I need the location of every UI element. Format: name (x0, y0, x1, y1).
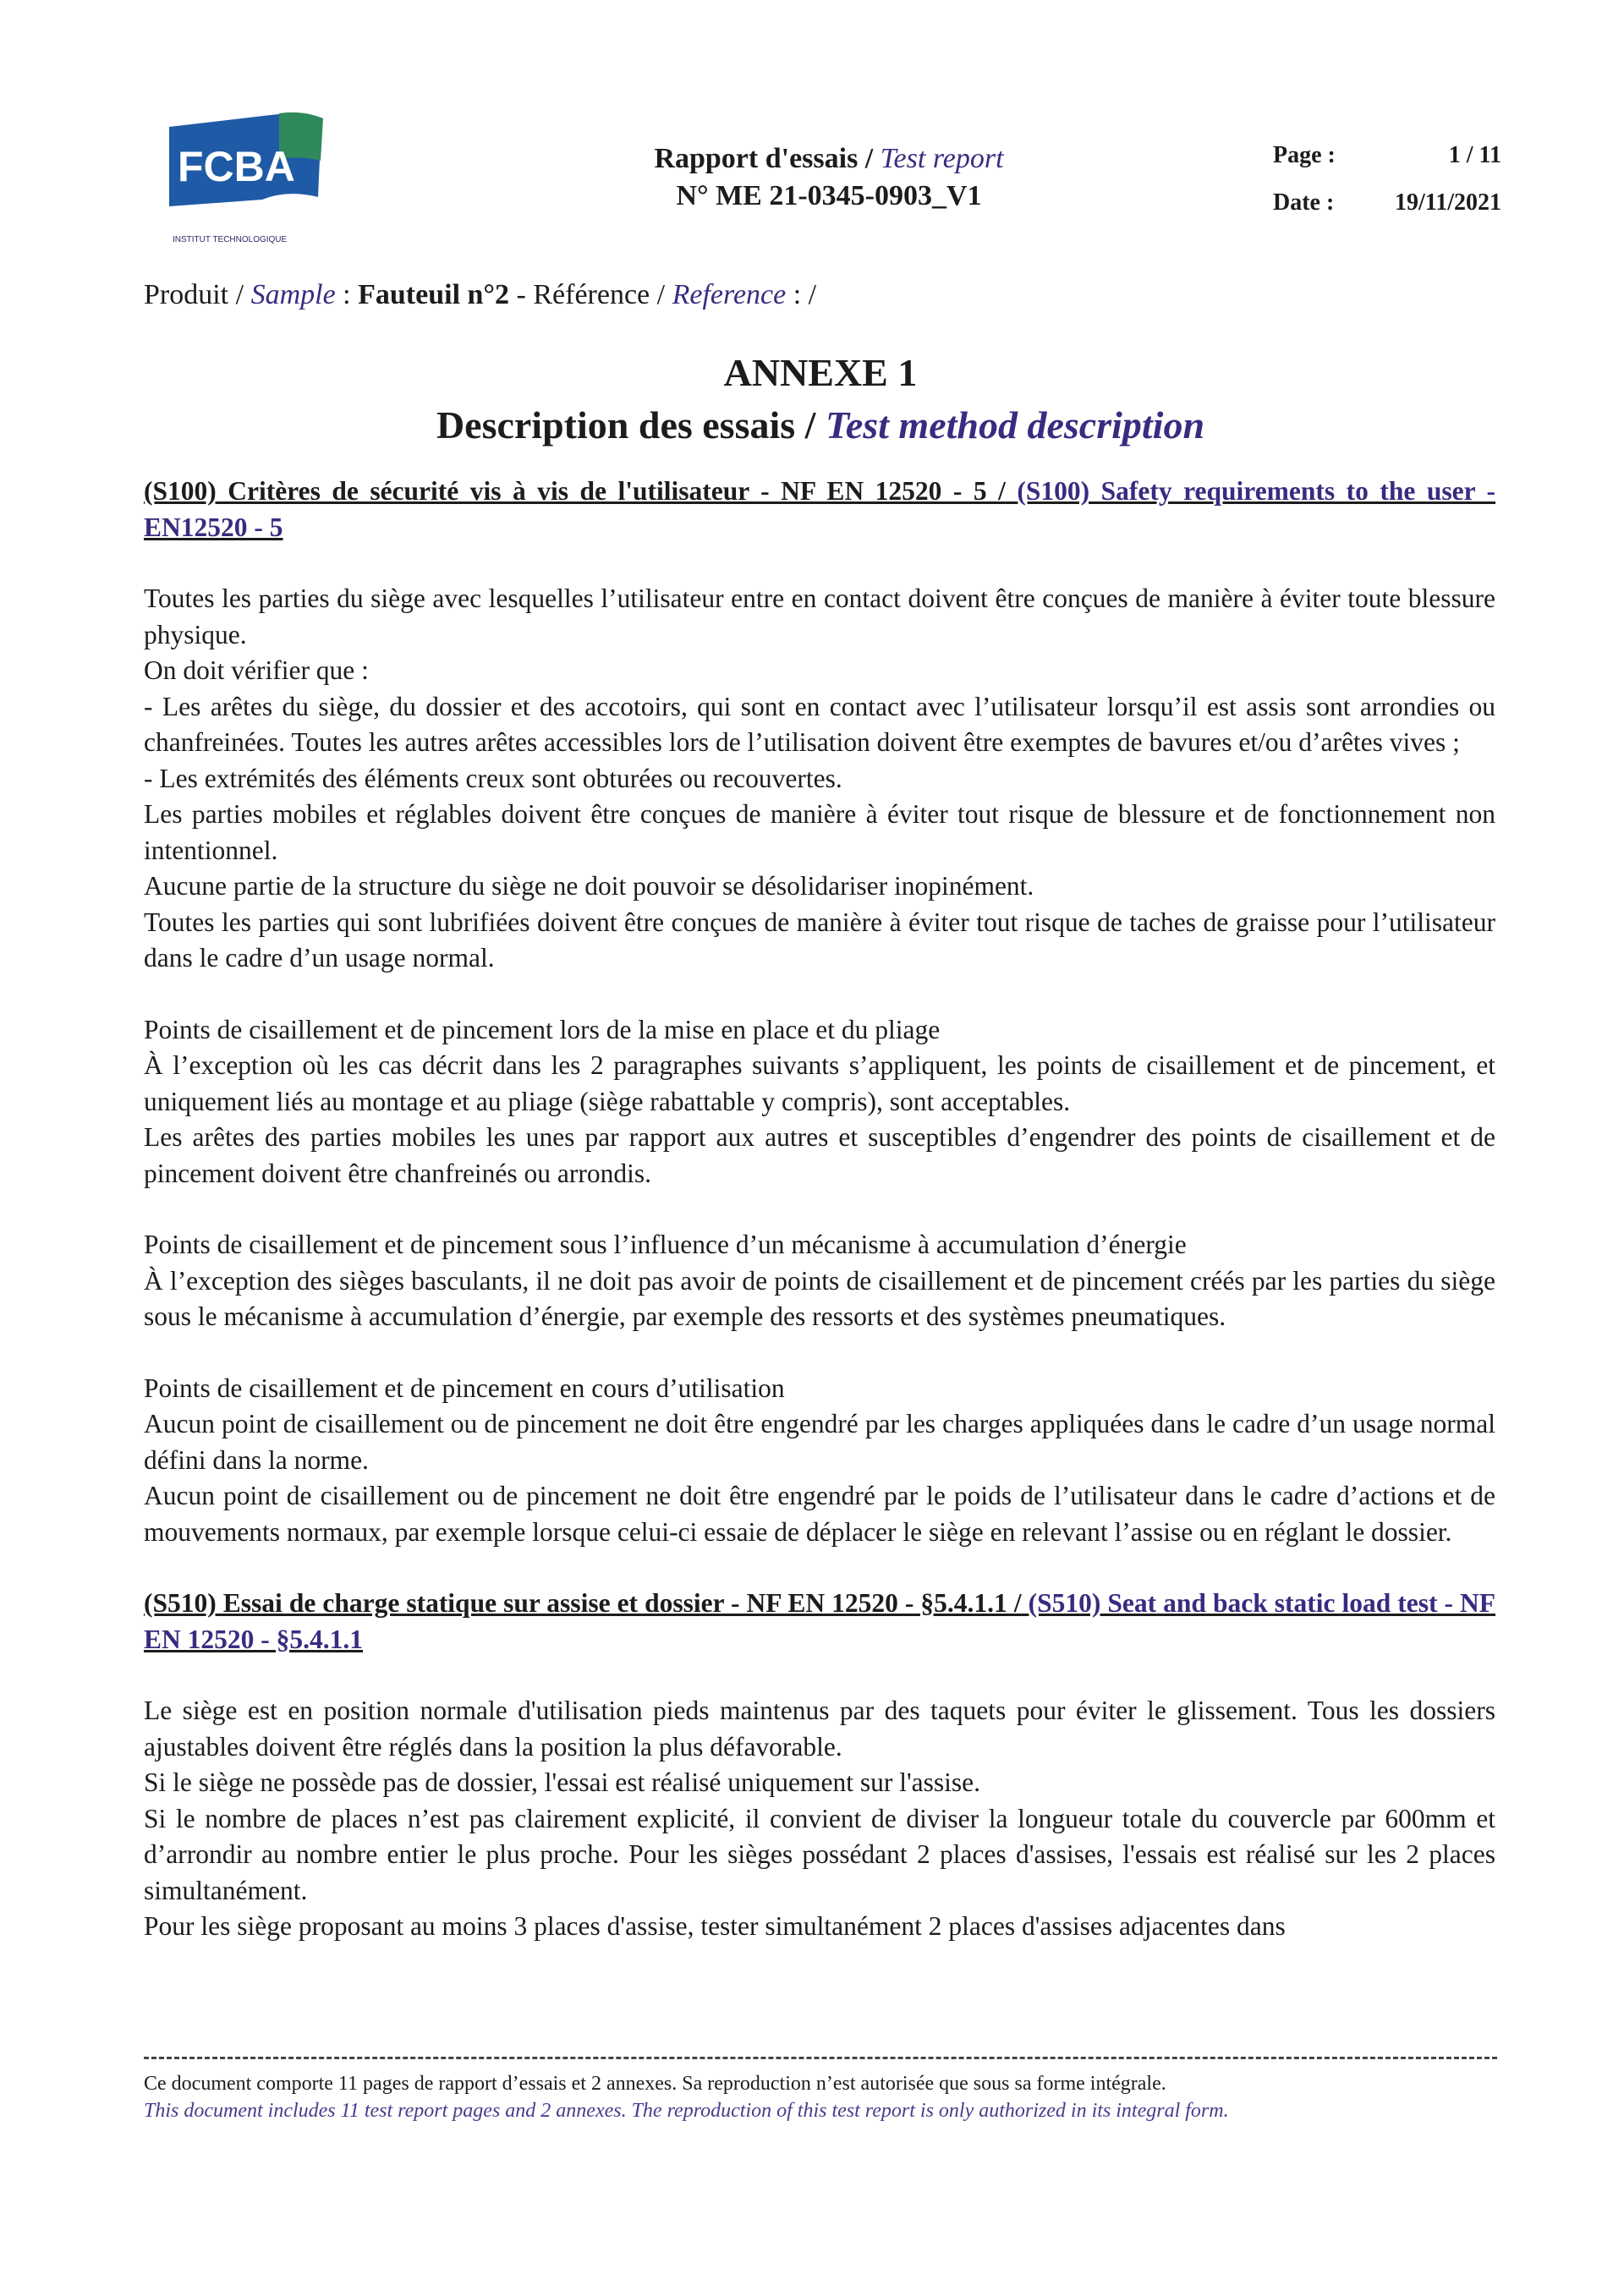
subheading: Points de cisaillement et de pincement en cours d’utilisation (144, 1373, 785, 1403)
report-header (508, 140, 1150, 215)
paragraph: Les parties mobiles et réglables doivent être conçues de manière à éviter tout risque de blessure et de fonctionnement non intentionnel. (144, 799, 1495, 865)
annex-heading (144, 347, 1497, 452)
section-heading-en: (S100) Safety requirements to the user - EN12520 - 5 (144, 476, 1496, 542)
date-row (1273, 179, 1501, 227)
paragraph: Aucun point de cisaillement ou de pincement ne doit être engendré par le poids de l’utilisateur dans le cadre d’actions et de mouvements normaux, par exemple lorsque celui-ci essaie de déplacer le siège en relevant l’assise ou en réglant le dossier. (144, 1481, 1495, 1547)
paragraph: Toutes les parties qui sont lubrifiées doivent être conçues de manière à éviter tout risque de taches de graisse pour l’utilisateur dans le cadre d’un usage normal. (144, 907, 1495, 973)
sample-label-fr: Produit / (144, 279, 244, 310)
reference-label-en: Reference (672, 279, 787, 310)
date-value: 19/11/2021 (1394, 189, 1501, 216)
report-title-fr: Rapport d'essais / (654, 143, 874, 174)
sample-line (144, 279, 816, 311)
fcba-logo (161, 108, 330, 252)
logo-subtitle: INSTITUT TECHNOLOGIQUE (173, 235, 288, 244)
footer-divider (144, 2057, 1497, 2059)
paragraph: Pour les siège proposant au moins 3 places d'assise, tester simultanément 2 places d'assises adjacentes dans (144, 1911, 1286, 1941)
paragraph: Toutes les parties du siège avec lesquelles l’utilisateur entre en contact doivent être conçues de manière à éviter toute blessure physique. (144, 584, 1495, 649)
page-info (1273, 132, 1501, 227)
section-heading-en: (S510) Seat and back static load test - NF EN 12520 - §5.4.1.1 (144, 1588, 1495, 1654)
footer-fr: Ce document comporte 11 pages de rapport d’essais et 2 annexes. Sa reproduction n’est autorisée que sous sa forme intégrale. (144, 2073, 1166, 2095)
paragraph: À l’exception des sièges basculants, il ne doit pas avoir de points de cisaillement et de pincement créés par les parties du siège sous le mécanisme à accumulation d’énergie, par exemple des ressorts et des systèmes pneumatiques. (144, 1265, 1495, 1331)
subheading: Points de cisaillement et de pincement sous l’influence d’un mécanisme à accumulation d’énergie (144, 1230, 1187, 1259)
paragraph: À l’exception où les cas décrit dans les 2 paragraphes suivants s’appliquent, les points de cisaillement et de pincement, et uniquement liés au montage et au pliage (siège rabattable y compris), sont acceptables. (144, 1050, 1495, 1116)
paragraph: Aucune partie de la structure du siège ne doit pouvoir se désolidariser inopinément. (144, 871, 1034, 901)
paragraph: Si le siège ne possède pas de dossier, l'essai est réalisé uniquement sur l'assise. (144, 1767, 980, 1797)
reference-value: : / (786, 279, 817, 310)
footer-en: This document includes 11 test report pages and 2 annexes. The reproduction of this test report is only authorized in its integral form. (144, 2100, 1229, 2122)
annex-subtitle-en: Test method description (825, 403, 1205, 447)
report-number: N° ME 21-0345-0903_V1 (676, 180, 982, 211)
paragraph: Si le nombre de places n’est pas clairement explicité, il convient de diviser la longueur totale du couvercle par 600mm et d’arrondir au nombre entier le plus proche. Pour les sièges possédant 2 places d'assises, l'essais est réalisé sur les 2 places simultanément. (144, 1803, 1495, 1905)
section-heading-fr: (S100) Critères de sécurité vis à vis de l'utilisateur - NF EN 12520 - 5 / (144, 476, 1006, 506)
paragraph: Aucun point de cisaillement ou de pincement ne doit être engendré par les charges appliquées dans le cadre d’un usage normal défini dans la norme. (144, 1409, 1495, 1475)
page-label: Page : (1273, 142, 1336, 168)
report-title-en: Test report (880, 143, 1004, 174)
report-title (508, 140, 1150, 178)
sample-label-en: Sample (250, 279, 336, 310)
annex-title: ANNEXE 1 (723, 351, 918, 394)
section-heading-fr: (S510) Essai de charge statique sur assise et dossier - NF EN 12520 - §5.4.1.1 / (144, 1588, 1022, 1618)
section-heading-s100 (144, 474, 1495, 545)
section-heading-s510 (144, 1586, 1495, 1658)
logo-text: FCBA (178, 143, 295, 190)
paragraph: Le siège est en position normale d'utilisation pieds maintenus par des taquets pour éviter le glissement. Tous les dossiers ajustables doivent être réglés dans la position la plus défavorable. (144, 1696, 1495, 1762)
paragraph: On doit vérifier que : (144, 655, 369, 685)
list-item: - Les arêtes du siège, du dossier et des accotoirs, qui sont en contact avec l’utilisateur lorsqu’il est assis sont arrondies ou chanfreinées. Toutes les autres arêtes accessibles lors de l’utilisation doivent être exemptes de bavures et/ou d’arêtes vives ; (144, 691, 1495, 757)
reference-label-fr: - Référence / (509, 279, 666, 310)
page-value: 1 / 11 (1448, 142, 1501, 168)
page-row (1273, 132, 1501, 179)
sample-value: Fauteuil n°2 (358, 279, 510, 310)
paragraph: Les arêtes des parties mobiles les unes par rapport aux autres et susceptibles d’engendrer des points de cisaillement et de pincement doivent être chanfreinés ou arrondis. (144, 1122, 1495, 1188)
annex-subtitle (144, 399, 1497, 452)
page-footer (144, 2070, 1497, 2124)
list-item: - Les extrémités des éléments creux sont obturées ou recouvertes. (144, 763, 842, 793)
annex-content (144, 474, 1495, 1945)
subheading: Points de cisaillement et de pincement lors de la mise en place et du pliage (144, 1014, 941, 1044)
date-label: Date : (1273, 189, 1335, 216)
sample-separator: : (335, 279, 359, 310)
fcba-logo-mark (161, 108, 330, 252)
annex-subtitle-fr: Description des essais / (436, 403, 816, 447)
